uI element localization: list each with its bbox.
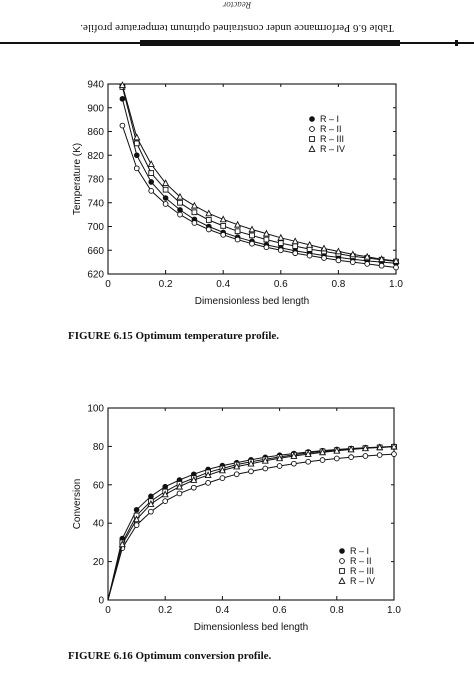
data-point (292, 461, 297, 466)
series-line (122, 85, 396, 261)
x-tick-label: 0.2 (158, 279, 173, 290)
data-point (178, 212, 183, 217)
x-tick-label: 0.8 (331, 279, 346, 290)
running-head: Reactor (222, 0, 252, 10)
legend-marker (310, 137, 315, 142)
data-point (235, 237, 240, 242)
y-tick-label: 20 (92, 557, 104, 569)
y-tick-label: 0 (98, 595, 104, 607)
data-point (149, 171, 154, 176)
x-tick-label: 0.6 (273, 279, 288, 290)
data-point (149, 180, 154, 185)
data-point (322, 256, 327, 261)
data-point (293, 244, 298, 249)
data-point (336, 258, 341, 263)
legend-label: R – IV (320, 144, 346, 154)
data-point (134, 507, 139, 512)
data-point (350, 260, 355, 265)
data-point (206, 480, 211, 485)
data-point (192, 221, 197, 226)
x-tick-label: 0 (105, 605, 111, 616)
data-point (278, 241, 283, 246)
legend-marker (310, 117, 315, 122)
header-rule (0, 40, 474, 46)
data-point (206, 227, 211, 232)
data-point (363, 454, 368, 459)
x-tick-label: 1.0 (389, 279, 403, 290)
data-point (120, 96, 125, 101)
data-point (379, 263, 384, 268)
y-axis-label: Conversion (72, 478, 83, 530)
x-tick-label: 0.6 (272, 605, 287, 616)
data-point (163, 484, 168, 489)
data-point (163, 187, 168, 192)
data-point (163, 196, 168, 201)
data-point (149, 509, 154, 514)
temperature-chart (0, 70, 474, 325)
legend-label: R – II (320, 124, 342, 134)
data-point (264, 245, 269, 250)
data-point (235, 229, 240, 234)
legend-label: R – III (320, 134, 345, 144)
data-point (192, 210, 197, 215)
data-point (192, 203, 198, 208)
legend-marker (310, 127, 315, 132)
legend-label: R – I (320, 114, 340, 124)
legend-label: R – I (350, 546, 370, 556)
x-tick-label: 0 (105, 279, 111, 290)
y-tick-label: 60 (92, 480, 104, 492)
data-point (392, 452, 397, 457)
data-point (365, 262, 370, 267)
legend-label: R – II (350, 556, 372, 566)
figure-caption-temperature: FIGURE 6.15 Optimum temperature profile. (68, 330, 280, 342)
x-tick-label: 0.4 (216, 279, 231, 290)
data-point (178, 207, 183, 212)
data-point (148, 161, 154, 166)
data-point (250, 233, 255, 238)
data-point (206, 218, 211, 223)
x-tick-label: 0.4 (215, 605, 230, 616)
data-point (234, 472, 239, 477)
data-point (221, 224, 226, 229)
y-axis-label: Temperature (K) (72, 142, 83, 216)
data-point (377, 453, 382, 458)
data-point (206, 210, 212, 215)
data-point (278, 248, 283, 253)
x-tick-label: 0.8 (329, 605, 344, 616)
figure-caption-conversion: FIGURE 6.16 Optimum conversion profile. (68, 650, 272, 662)
legend-label: R – IV (350, 576, 376, 586)
data-point (163, 202, 168, 207)
data-point (221, 232, 226, 237)
y-tick-label: 80 (92, 441, 104, 453)
y-tick-label: 740 (87, 198, 104, 210)
data-point (394, 265, 399, 270)
legend-marker (339, 578, 345, 583)
y-tick-label: 900 (87, 103, 104, 115)
y-tick-label: 940 (87, 79, 104, 91)
x-tick-label: 1.0 (387, 605, 401, 616)
data-point (334, 456, 339, 461)
data-point (249, 469, 254, 474)
data-point (307, 253, 312, 258)
data-point (134, 141, 139, 146)
series-line (122, 87, 396, 262)
x-axis-label: Dimensionless bed length (193, 622, 309, 633)
data-point (264, 237, 269, 242)
data-point (306, 459, 311, 464)
x-tick-label: 0.2 (158, 605, 173, 616)
data-point (349, 455, 354, 460)
data-point (120, 123, 125, 128)
y-tick-label: 660 (87, 245, 104, 257)
y-tick-label: 620 (87, 269, 104, 281)
data-point (250, 241, 255, 246)
data-point (149, 188, 154, 193)
data-point (134, 153, 139, 158)
legend-marker (340, 549, 345, 554)
data-point (134, 523, 139, 528)
y-tick-label: 780 (87, 174, 104, 186)
legend-marker (340, 559, 345, 564)
legend-label: R – III (350, 566, 375, 576)
legend-marker (309, 146, 315, 151)
y-tick-label: 860 (87, 127, 104, 138)
table-caption: Table 6.6 Performance under constrained optimum temperature profile. (80, 22, 394, 34)
conversion-chart (0, 388, 474, 643)
data-point (178, 200, 183, 205)
data-point (263, 466, 268, 471)
y-tick-label: 700 (87, 222, 104, 233)
data-point (134, 166, 139, 171)
y-tick-label: 820 (87, 150, 104, 162)
data-point (177, 491, 182, 496)
data-point (320, 458, 325, 463)
legend-marker (340, 569, 345, 574)
y-tick-label: 100 (87, 403, 104, 415)
data-point (293, 251, 298, 256)
data-point (163, 499, 168, 504)
data-point (220, 476, 225, 481)
data-point (277, 464, 282, 469)
x-axis-label: Dimensionless bed length (194, 296, 310, 307)
y-tick-label: 40 (92, 518, 104, 530)
data-point (149, 494, 154, 499)
data-point (191, 485, 196, 490)
